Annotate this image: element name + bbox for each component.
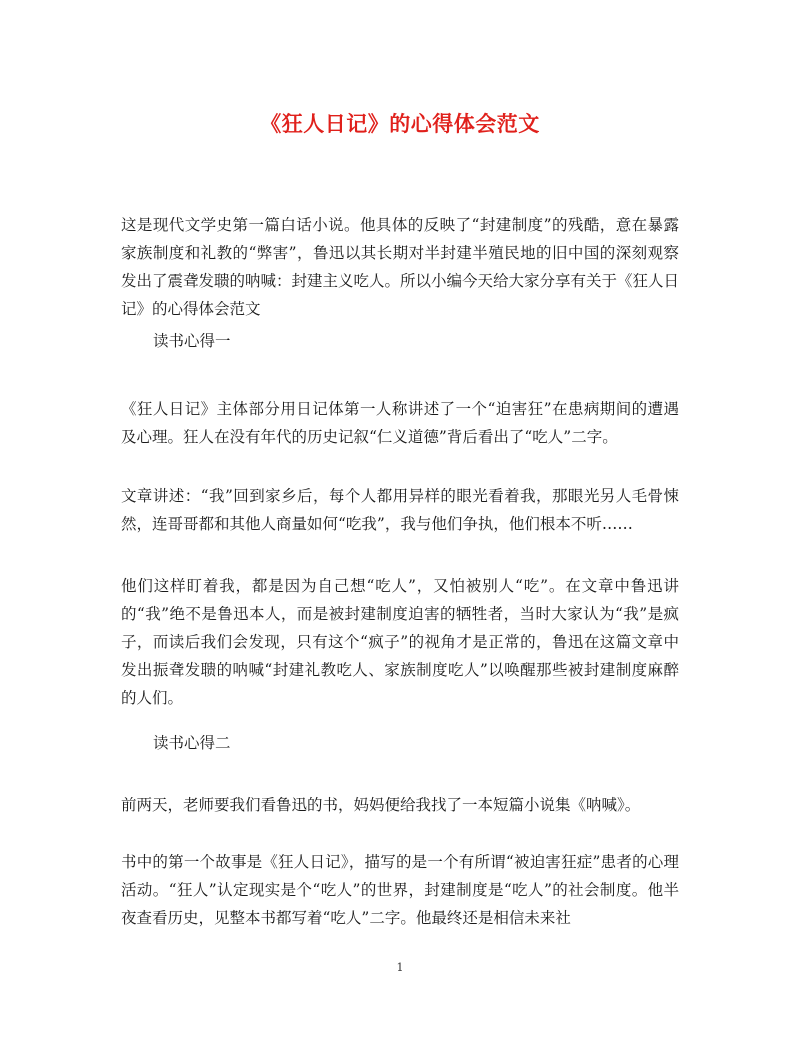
- section1-paragraph-1: 《狂人日记》主体部分用日记体第一人称讲述了一个“迫害狂”在患病期间的遭遇及心理。狂人在没有年代的历史记叙“仁义道德”背后看出了“吃人”二字。: [121, 400, 679, 446]
- page-number: 1: [396, 961, 404, 974]
- section-heading-2: 读书心得二: [153, 734, 231, 752]
- intro-paragraph: 这是现代文学史第一篇白话小说。他具体的反映了“封建制度”的残酷，意在暴露家族制度和礼教的“弊害”，鲁迅以其长期对半封建半殖民地的旧中国的深刻观察发出了震聋发聩的呐喊：封建主义吃人。所以小编今天给大家分享有关于《狂人日记》的心得体会范文: [121, 216, 680, 318]
- section1-paragraph-3: 他们这样盯着我，都是因为自己想“吃人”，又怕被别人“吃”。在文章中鲁迅讲的“我”绝不是鲁迅本人，而是被封建制度迫害的牺牲者，当时大家认为“我”是疯子，而读后我们会发现，只有这个“疯子”的视角才是正常的，鲁迅在这篇文章中发出振聋发聩的呐喊“封建礼教吃人、家族制度吃人”以唤醒那些被封建制度麻醉的人们。: [121, 577, 679, 707]
- section2-paragraph-2: 书中的第一个故事是《狂人日记》，描写的是一个有所谓“被迫害狂症”患者的心理活动。“狂人”认定现实是个“吃人”的世界，封建制度是“吃人”的社会制度。他半夜查看历史，见整本书都写着“吃人”二字。他最终还是相信未来社: [121, 853, 679, 927]
- section-heading-1: 读书心得一: [153, 332, 231, 350]
- document-title: 《狂人日记》的心得体会范文: [260, 111, 540, 136]
- section2-paragraph-1: 前两天，老师要我们看鲁迅的书，妈妈便给我找了一本短篇小说集《呐喊》。: [121, 796, 641, 814]
- section1-paragraph-2: 文章讲述：“我”回到家乡后，每个人都用异样的眼光看着我，那眼光另人毛骨悚然，连哥哥都和其他人商量如何“吃我”，我与他们争执，他们根本不听……: [121, 487, 679, 533]
